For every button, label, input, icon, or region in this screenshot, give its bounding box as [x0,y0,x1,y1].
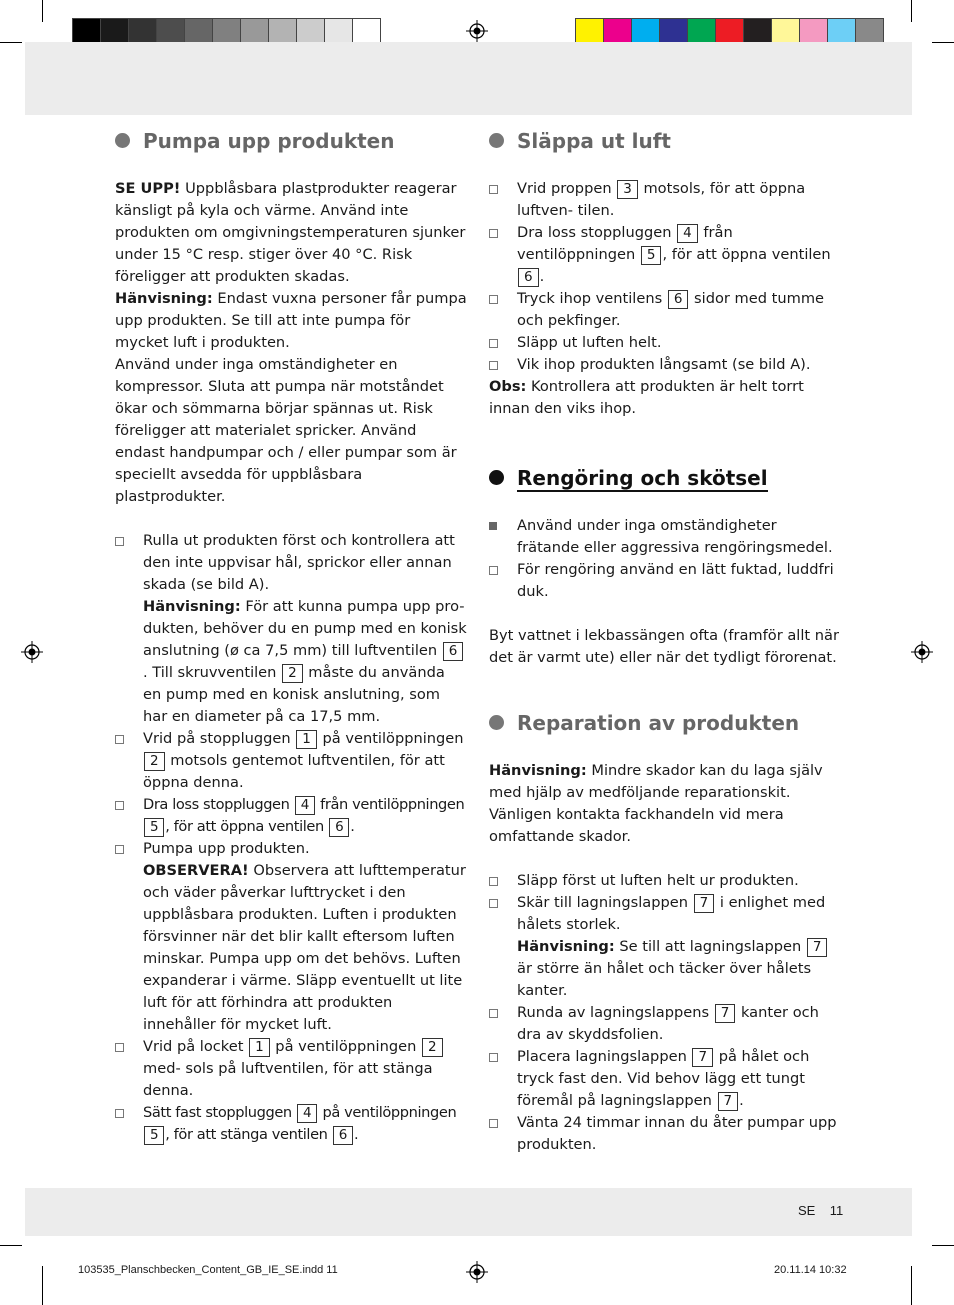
checkbox-icon [115,1109,124,1118]
registration-mark-icon [466,1261,488,1283]
list-item: Pumpa upp produkten. OBSERVERA! Observera att lufttemperatur och väder påverkar lufttrycket i den uppblåsbara produkten. Luften i produkten försvinner när det blir kallt eftersom luften minskar. Pumpa upp om det behövs. Luften expanderar i värme. Släpp eventuellt ut lite luft för att förhindra att produkten innehåller för mycket luft. [115,838,467,1036]
checkbox-icon [489,339,498,348]
page-number: SE 11 [798,1203,844,1218]
checkbox-icon [489,1053,498,1062]
note-paragraph: Hänvisning: Endast vuxna personer får pumpa upp produkten. Se till att inte pumpa för mycket luft i produkten. [115,290,467,351]
checkbox-icon [489,1119,498,1128]
checkbox-icon [489,899,498,908]
section-heading: Rengöring och skötsel [489,461,841,495]
list-item: Släpp först ut luften helt ur produkten. [489,870,841,892]
list-item: För rengöring använd en lätt fuktad, luddfri duk. [489,559,841,603]
timestamp: 20.11.14 10:32 [774,1264,847,1276]
note-paragraph: Hänvisning: Mindre skador kan du laga själv med hjälp av medföljande reparationskit. Vänligen kontakta fackhandeln vid mera omfattande skador. [489,762,823,845]
checkbox-icon [489,295,498,304]
list-item: Tryck ihop ventilens 6 sidor med tumme och pekfinger. [489,288,841,332]
registration-mark-icon [911,641,933,663]
right-column [489,124,841,1156]
warning-paragraph: SE UPP! Uppblåsbara plastprodukter reagerar känsligt på kyla och värme. Använd inte produkten om omgivningstemperaturen sjunker under 15 °C resp. stiger över 40 °C. Risk föreligger att produkten skadas. [115,180,466,285]
checkbox-icon [489,1009,498,1018]
footer-band [25,1188,912,1236]
list-item: Vänta 24 timmar innan du åter pumpar upp produkten. [489,1112,841,1156]
registration-mark-icon [21,641,43,663]
checkbox-icon [115,1043,124,1052]
checkbox-icon [489,229,498,238]
bullet-icon [115,133,130,148]
list-item: Använd under inga omständigheter frätande eller aggressiva rengöringsmedel. [489,515,841,559]
list-item: Runda av lagningslappens 7 kanter och dra av skyddsfolien. [489,1002,841,1046]
checkbox-icon [489,566,498,575]
list-item: Vrid på stoppluggen 1 på ventilöppningen 2 motsols gentemot luftventilen, för att öppna denna. [115,728,467,794]
checkbox-icon [115,537,124,546]
square-bullet-icon [489,522,497,530]
paragraph: Använd under inga omständigheter en kompressor. Sluta att pumpa när motståndet ökar och sömmarna börjar spännas ut. Risk föreligger att materialet spricker. Använd endast handpumpar och / eller pumpar som är speciellt avsedda för uppblåsbara plastprodukter. [115,356,457,505]
left-column [115,124,467,1146]
list-item: Rulla ut produkten först och kontrollera att den inte uppvisar hål, sprickor eller annan skada (se bild A). Hänvisning: För att kunna pumpa upp pro- dukten, behöver du en pump med en konisk anslutning (ø ca 7,5 mm) till luftventilen 6. Till skruvventilen 2 måste du använda en pump med en konisk anslutning, som har en diameter på ca 17,5 mm. [115,530,467,728]
list-item: Placera lagningslappen 7 på hålet och tryck fast den. Vid behov lägg ett tungt föremål på lagningslappen 7 . [489,1046,841,1112]
list-item: Vrid på locket 1 på ventilöppningen 2 med- sols på luftventilen, för att stänga denna. [115,1036,467,1102]
section-heading: Reparation av produkten [489,706,841,740]
checkbox-icon [115,845,124,854]
bullet-icon [489,133,504,148]
list-item: Vrid proppen 3 motsols, för att öppna luftven- tilen. [489,178,841,222]
header-band [25,42,912,115]
list-item: Dra loss stoppluggen 4 från ventilöppningen 5 , för att öppna ventilen 6 . [115,794,467,838]
section-heading: Släppa ut luft [489,124,841,158]
checkbox-icon [115,735,124,744]
list-item: Sätt fast stoppluggen 4 på ventilöppningen 5 , för att stänga ventilen 6 . [115,1102,467,1146]
checkbox-icon [489,877,498,886]
bullet-icon [489,470,504,485]
paragraph: Byt vattnet i lekbassängen ofta (framför allt när det är varmt ute) eller när det tydligt förorenat. [489,627,839,666]
section-heading: Pumpa upp produkten [115,124,467,158]
list-item: Släpp ut luften helt. [489,332,841,354]
bullet-icon [489,715,504,730]
checkbox-icon [115,801,124,810]
checkbox-icon [489,361,498,370]
list-item: Dra loss stoppluggen 4 från ventilöppningen 5 , för att öppna ventilen 6 . [489,222,841,288]
note-paragraph: Obs: Kontrollera att produkten är helt torrt innan den viks ihop. [489,378,804,417]
registration-mark-icon [466,20,488,42]
list-item: Skär till lagningslappen 7 i enlighet med hålets storlek. Hänvisning: Se till att lagningslappen 7 är större än hålet och täcker över hålets kanter. [489,892,841,1002]
list-item: Vik ihop produkten långsamt (se bild A). [489,354,841,376]
checkbox-icon [489,185,498,194]
file-name: 103535_Planschbecken_Content_GB_IE_SE.indd 11 [78,1264,338,1276]
